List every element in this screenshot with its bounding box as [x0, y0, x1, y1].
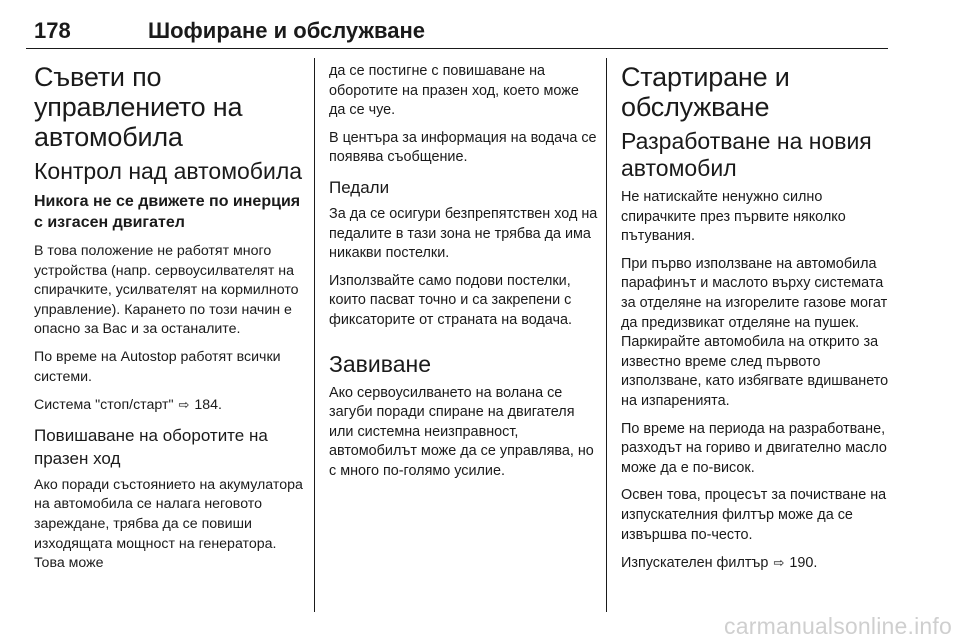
ref-page: 190.	[789, 555, 818, 572]
paragraph-steering: Ако сервоусилването на волана се загуби поради спиране на двигателя или системна неизправност, автомобилът може да се управлява, но с много по-голямо усилие.	[329, 384, 594, 479]
header-rule	[26, 48, 888, 49]
heading-never-coast: Никога не се движете по инерция с изгасен двигател	[34, 193, 301, 231]
chapter-title: Шофиране и обслужване	[148, 18, 426, 43]
watermark: carmanualsonline.info	[724, 613, 952, 639]
paragraph-exhaust-filter-ref	[621, 553, 893, 574]
subsection-heading-steering: Завиване	[329, 350, 431, 377]
column-3	[621, 62, 893, 582]
paragraph-stop-start-ref	[34, 395, 306, 416]
paragraph-floor-mats: Използвайте само подови постелки, които пасват точно и са закрепени с фиксаторите от страната на водача.	[329, 272, 572, 328]
section-heading-starting-operating: Стартиране и обслужване	[621, 62, 790, 122]
page-number: 178	[34, 18, 71, 43]
page-header	[26, 14, 888, 52]
subsection-heading-new-vehicle: Разработване на новия автомобил	[621, 128, 872, 181]
paragraph-idle-speed: Ако поради състоянието на акумулатора на автомобила се налага неговото зареждане, трябва да се повиши изходящата мощност на генератора. Това може	[34, 476, 303, 572]
page-ref-arrow-icon: ⇨	[178, 397, 190, 413]
paragraph-dic-message: В центъра за информация на водача се появява съобщение.	[329, 129, 597, 166]
heading-pedals: Педали	[329, 177, 390, 197]
ref-page: 184.	[194, 397, 222, 414]
paragraph-coasting: В това положение не работят много устройства (напр. сервоусилвателят на спирачките, усилвателят на кормилното управление). Карането по този начин е опасно за Вас и за останалите.	[34, 243, 299, 338]
heading-idle-speed: Повишаване на оборотите на празен ход	[34, 425, 268, 468]
paragraph-consumption: По време на периода на разработване, разходът на гориво и двигателно масло може да е по-висок.	[621, 420, 887, 476]
subsection-heading-vehicle-control: Контрол над автомобила	[34, 158, 303, 184]
column-1	[34, 62, 306, 582]
paragraph-brakes: Не натискайте ненужно силно спирачките през първите няколко пътувания.	[621, 189, 846, 245]
column-divider-1	[314, 58, 315, 612]
paragraph-autostop: По време на Autostop работят всички системи.	[34, 348, 281, 385]
paragraph-pedals-mats: За да се осигури безпрепятствен ход на педалите в тази зона не трябва да има никакви постелки.	[329, 205, 598, 262]
paragraph-smoke: При първо използване на автомобила парафинът и маслото върху системата за отделяне на изгорелите газове могат да предизвикат отделяне на пушек. Паркирайте автомобила на открито за известно време след първото използване, като избягвате вдишването на изпаренията.	[621, 255, 889, 409]
paragraph-idle-continued: да се постигне с повишаване на оборотите на празен ход, което може да се чуе.	[329, 63, 579, 119]
ref-text: Система "стоп/старт"	[34, 397, 174, 414]
ref-text: Изпускателен филтър	[621, 555, 769, 572]
column-2	[329, 62, 599, 490]
column-divider-2	[606, 58, 607, 612]
section-heading-driving-hints: Съвети по управлението на автомобила	[34, 62, 243, 152]
paragraph-filter-cleaning: Освен това, процесът за почистване на изпускателния филтър може да се извършва по-често.	[621, 487, 887, 543]
page-ref-arrow-icon: ⇨	[773, 555, 785, 571]
